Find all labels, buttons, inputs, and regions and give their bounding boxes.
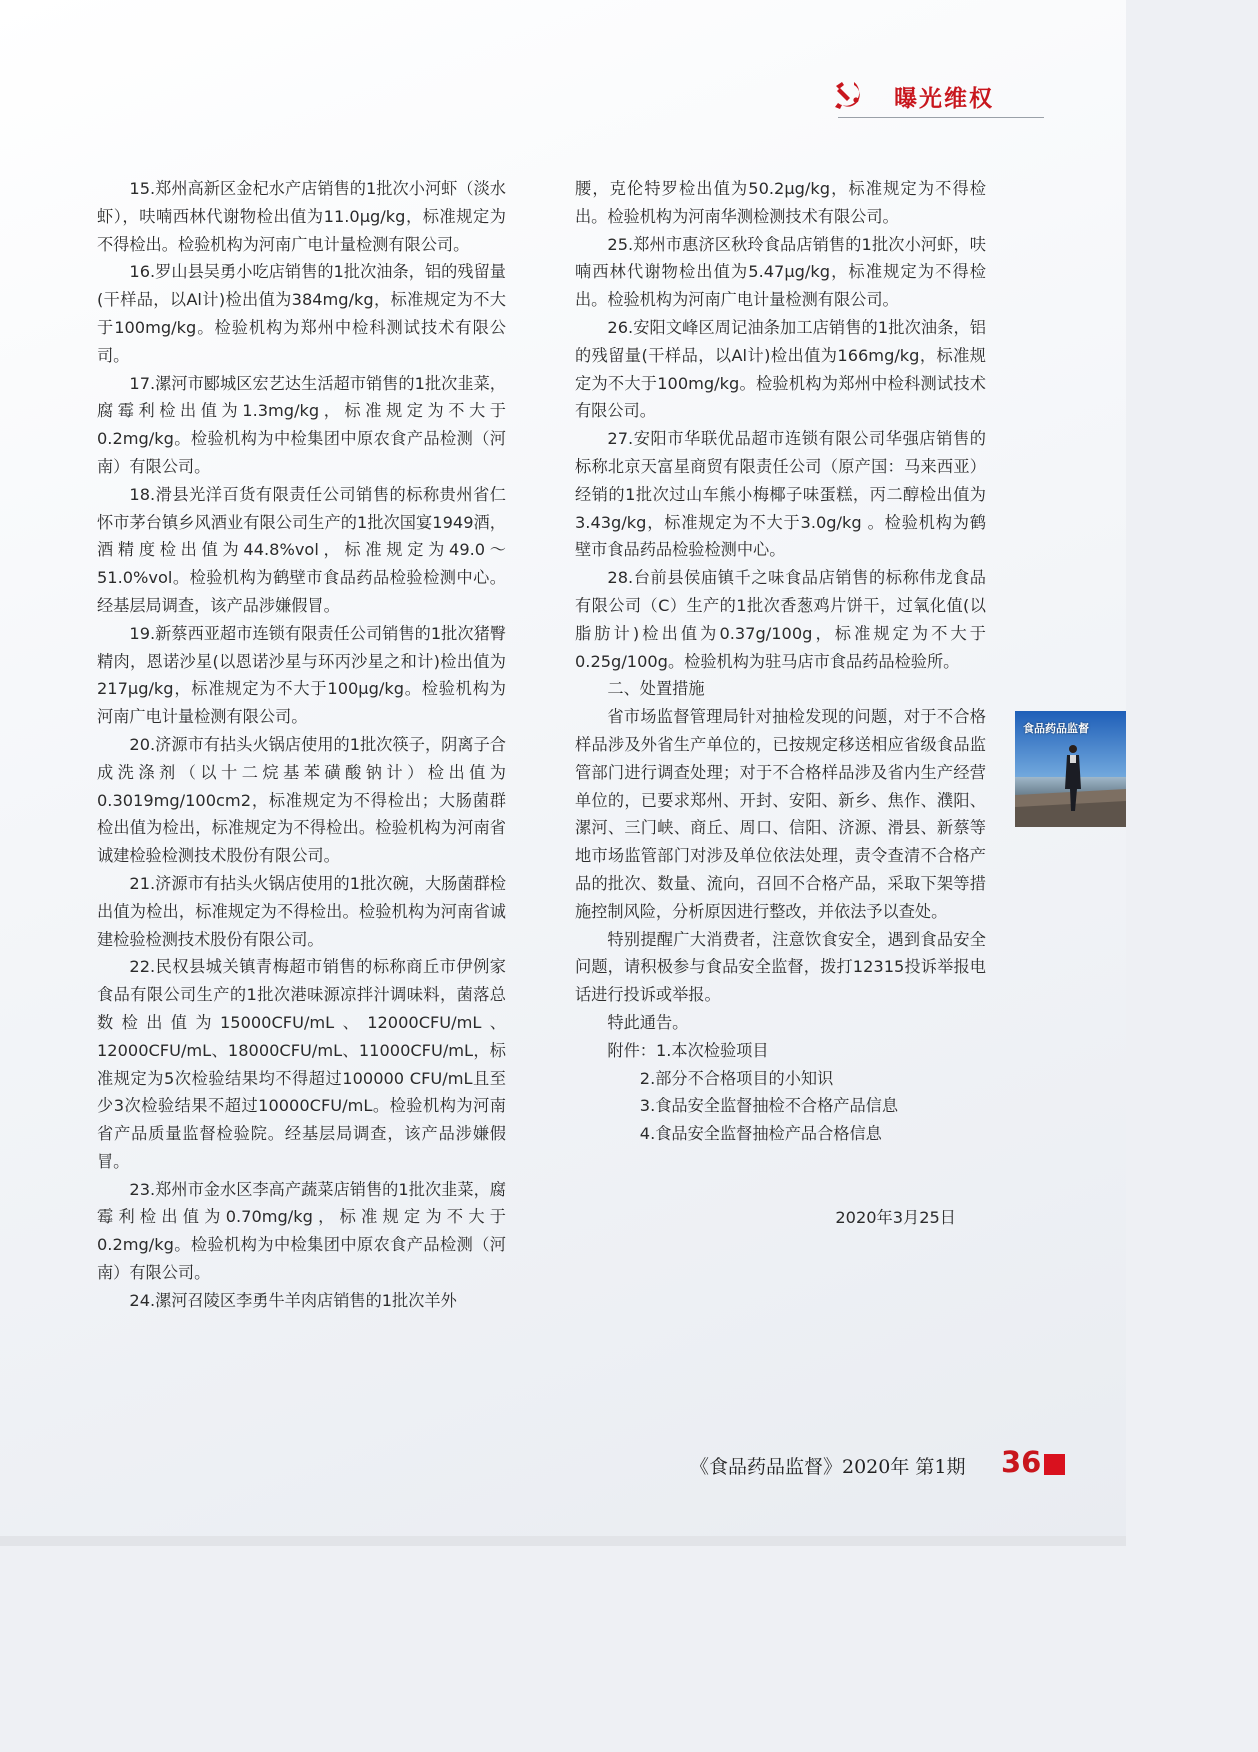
paragraph-item-17: 17.漯河市郾城区宏艺达生活超市销售的1批次韭菜，腐霉利检出值为1.3mg/kg，标准规定为不大于0.2mg/kg。检验机构为中检集团中原农食产品检测（河南）有限公司。 [97,373,506,476]
paragraph-item-21: 21.济源市有拈头火锅店使用的1批次碗，大肠菌群检出值为检出，标准规定为不得检出。检验机构为河南省诚建检验检测技术股份有限公司。 [97,873,506,949]
spacer [575,1148,986,1204]
paragraph-item-15: 15.郑州高新区金杞水产店销售的1批次小河虾（淡水虾），呋喃西林代谢物检出值为11.0μg/kg，标准规定为不得检出。检验机构为河南广电计量检测有限公司。 [97,179,506,254]
section-heading: 二、处置措施 [607,679,705,699]
paragraph-item-24: 24.漯河召陵区李勇牛羊肉店销售的1批次羊外 [129,1290,457,1310]
left-column [97,175,506,1315]
footer-accent-square [1044,1454,1065,1475]
footer-journal-title: 《食品药品监督》2020年 第1期 [690,1456,966,1478]
reminder-paragraph: 特别提醒广大消费者，注意饮食安全，遇到食品安全问题，请积极参与食品安全监督，拨打12315投诉举报电话进行投诉或举报。 [575,929,986,1005]
paragraph-item-16: 16.罗山县吴勇小吃店销售的1批次油条，铝的残留量(干样品，以Al计)检出值为384mg/kg，标准规定为不大于100mg/kg。检验机构为郑州中检科测试技术有限公司。 [97,262,506,365]
measures-paragraph: 省市场监督管理局针对抽检发现的问题，对于不合格样品涉及外省生产单位的，已按规定移送相应省级食品监管部门进行调查处理；对于不合格样品涉及省内生产经营单位的，已要求郑州、开封、安阳、新乡、焦作、濮阳、漯河、三门峡、商丘、周口、信阳、济源、滑县、新蔡等地市场监管部门对涉及单位依法处理，责令查清不合格产品的批次、数量、流向，召回不合格产品，采取下架等措施控制风险，分析原因进行整改，并依法予以查处。 [575,707,986,921]
page-number: 36 [1001,1445,1042,1479]
paragraph-item-19: 19.新蔡西亚超市连锁有限责任公司销售的1批次猪臀精肉，恩诺沙星(以恩诺沙星与环丙沙星之和计)检出值为217μg/kg，标准规定为不大于100μg/kg。检验机构为河南广电计量检测有限公司。 [97,623,506,727]
side-photo [1015,711,1126,827]
paragraph-item-25: 25.郑州市惠济区秋玲食品店销售的1批次小河虾，呋喃西林代谢物检出值为5.47μg/kg，标准规定为不得检出。检验机构为河南广电计量检测有限公司。 [575,234,986,310]
paragraph-continuation: 腰，克伦特罗检出值为50.2μg/kg，标准规定为不得检出。检验机构为河南华测检测技术有限公司。 [575,179,986,226]
page-edge [0,1536,1126,1546]
notice-line: 特此通告。 [607,1012,689,1032]
attachment-item-4: 4.食品安全监督抽检产品合格信息 [639,1124,882,1144]
attachment-item-2: 2.部分不合格项目的小知识 [639,1068,834,1088]
paragraph-item-27: 27.安阳市华联优品超市连锁有限公司华强店销售的标称北京天富星商贸有限责任公司（原产国：马来西亚）经销的1批次过山车熊小梅椰子味蛋糕，丙二醇检出值为3.43g/kg，标准规定为不大于3.0g/kg 。检验机构为鹤壁市食品药品检验检测中心。 [575,429,986,560]
header-divider [838,117,1044,118]
side-photo-label: 食品药品监督 [1023,722,1089,735]
paragraph-item-18: 18.滑县光洋百货有限责任公司销售的标称贵州省仁怀市茅台镇乡风酒业有限公司生产的1批次国宴1949酒，酒精度检出值为44.8%vol，标准规定为49.0～51.0%vol。检验机构为鹤壁市食品药品检验检测中心。经基层局调查，该产品涉嫌假冒。 [97,484,506,615]
party-emblem-icon [832,78,866,112]
section-title: 曝光维权 [894,86,994,112]
paragraph-item-20: 20.济源市有拈头火锅店使用的1批次筷子，阴离子合成洗涤剂（以十二烷基苯磺酸钠计）检出值为0.3019mg/100cm2，标准规定为不得检出；大肠菌群检出值为检出，标准规定为不得检出。检验机构为河南省诚建检验检测技术股份有限公司。 [97,734,506,866]
attachment-item-3: 3.食品安全监督抽检不合格产品信息 [639,1096,899,1116]
notice-date: 2020年3月25日 [835,1207,956,1227]
section-header [828,74,1044,120]
paragraph-item-22: 22.民权县城关镇青梅超市销售的标称商丘市伊例家食品有限公司生产的1批次港味源凉拌汁调味料，菌落总数检出值为15000CFU/mL、12000CFU/mL、12000CFU/mL、18000CFU/mL、11000CFU/mL，标准规定为5次检验结果均不得超过100000 CFU/mL且至少3次检验结果不超过10000CFU/mL。检验机构为河南省产品质量监督检验院。经基层局调查，该产品涉嫌假冒。 [97,957,506,1171]
right-column [575,175,986,1232]
attachment-item-1: 附件：1.本次检验项目 [607,1040,769,1060]
paragraph-item-26: 26.安阳文峰区周记油条加工店销售的1批次油条，铝的残留量(干样品，以Al计)检出值为166mg/kg，标准规定为不大于100mg/kg。检验机构为郑州中检科测试技术有限公司。 [575,317,986,421]
paragraph-item-23: 23.郑州市金水区李高产蔬菜店销售的1批次韭菜，腐霉利检出值为0.70mg/kg，标准规定为不大于0.2mg/kg。检验机构为中检集团中原农食产品检测（河南）有限公司。 [97,1179,506,1283]
paragraph-item-28: 28.台前县侯庙镇千之味食品店销售的标称伟龙食品有限公司（C）生产的1批次香葱鸡片饼干，过氧化值(以脂肪计)检出值为0.37g/100g，标准规定为不大于0.25g/100g。检验机构为驻马店市食品药品检验所。 [575,568,986,671]
